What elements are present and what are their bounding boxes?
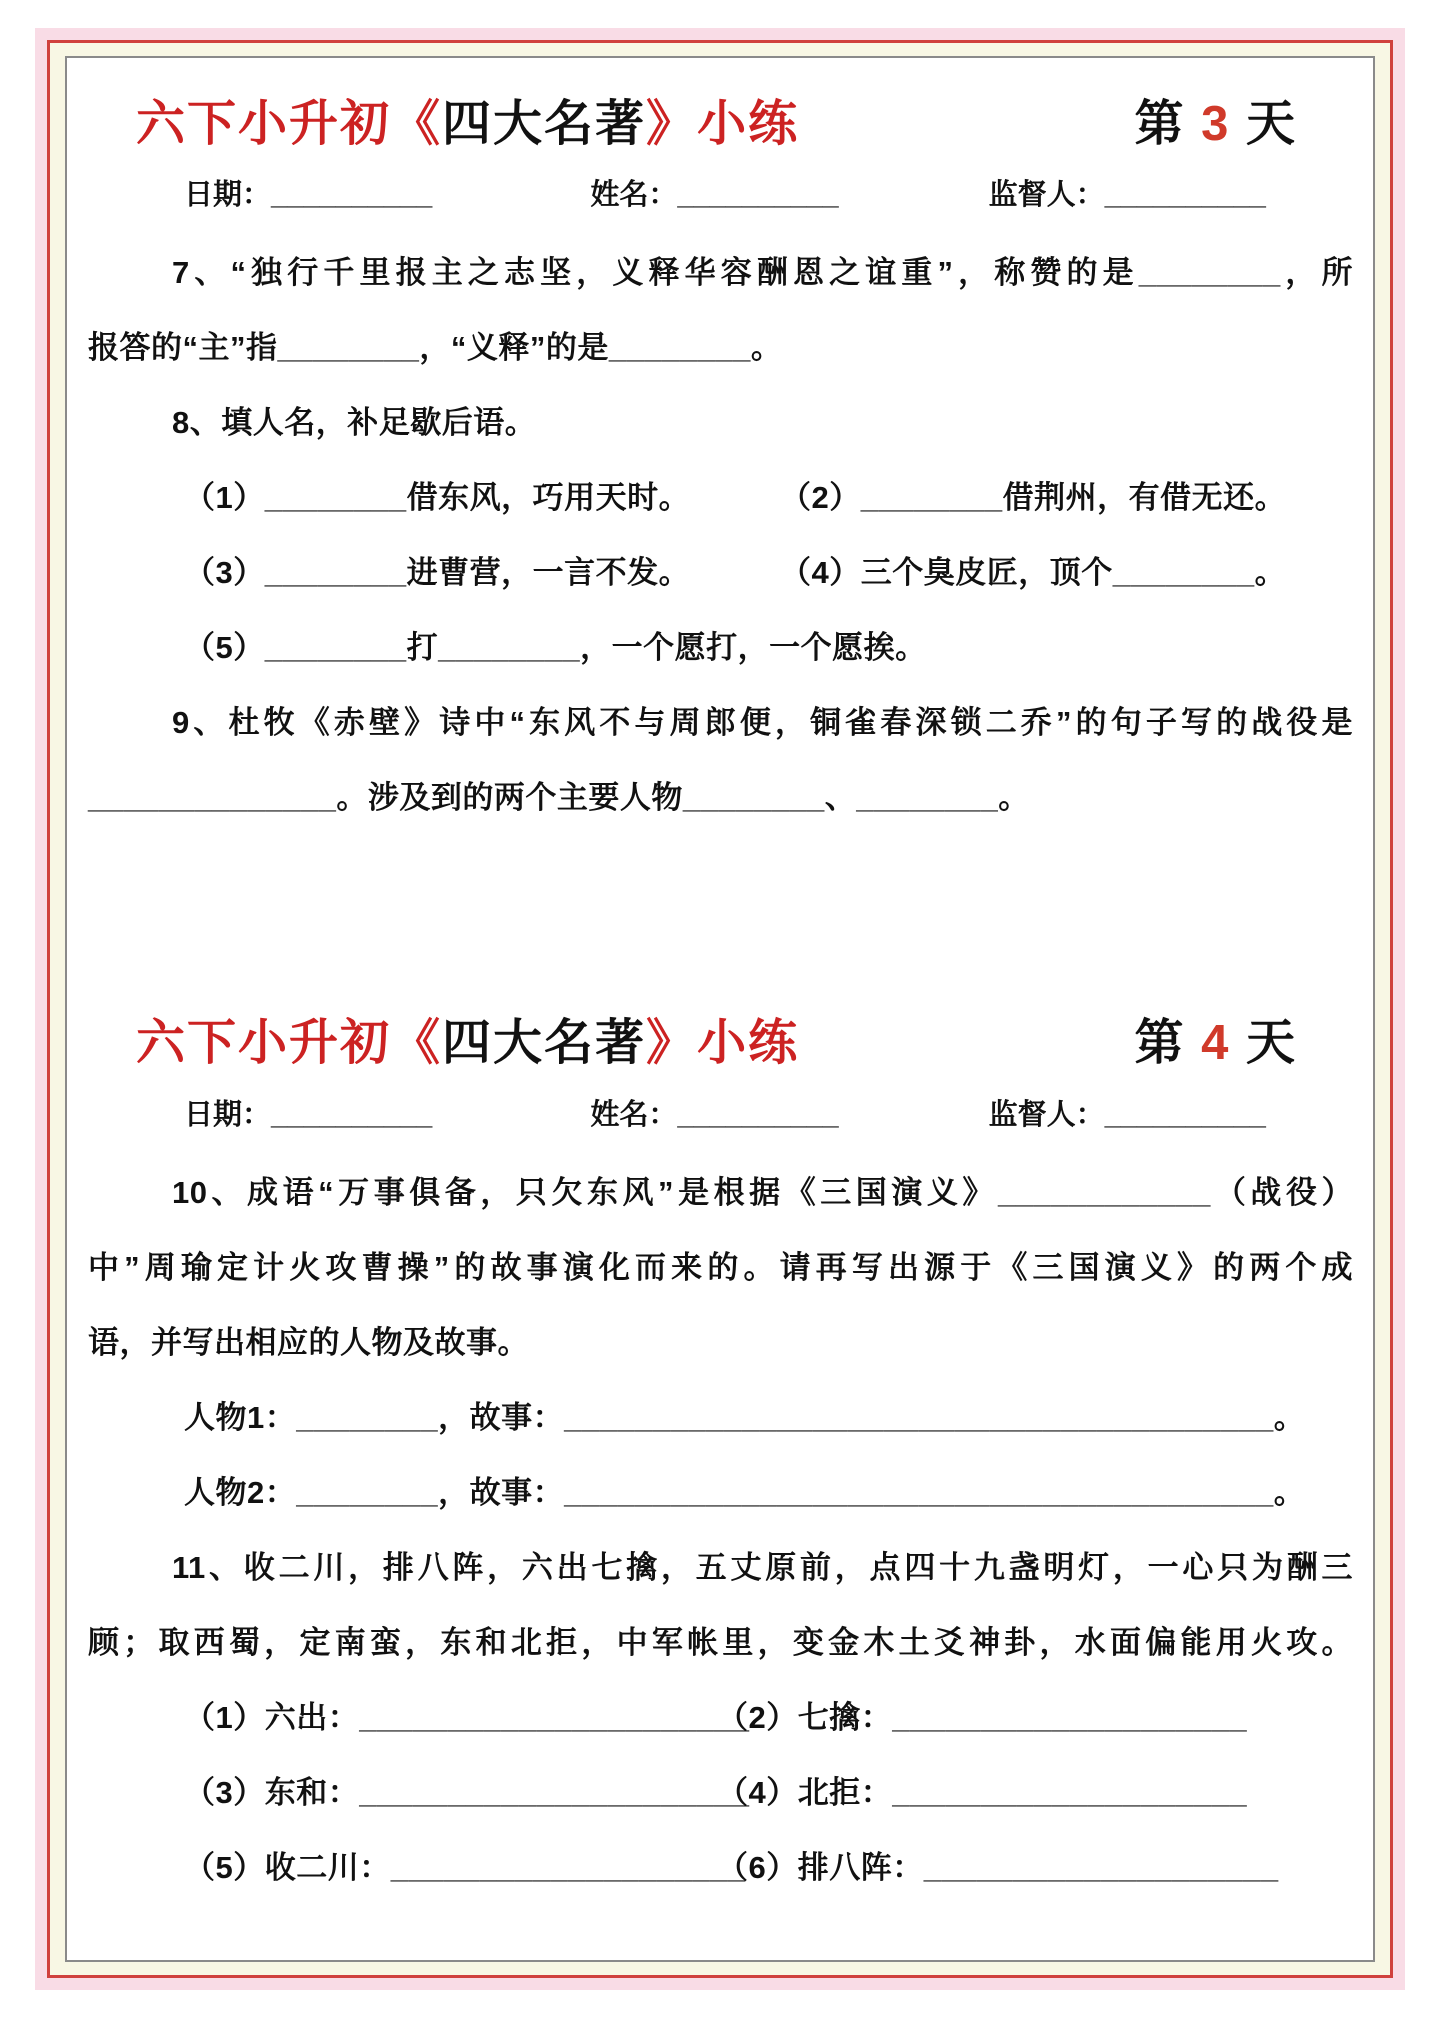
day3-title-prefix: 六下小升初 — [136, 97, 392, 151]
day3-day-pre: 第 — [1134, 97, 1186, 151]
question-9-line-1: 9、杜牧《赤壁》诗中“东风不与周郎便，铜雀春深锁二乔”的句子写的战役是 — [172, 705, 1353, 741]
day3-date-label: 日期： — [184, 179, 272, 212]
day4-supervisor-label: 监督人： — [988, 1098, 1105, 1131]
q11-item-5: （5）收二川：____________________ — [184, 1849, 746, 1885]
question-11-items-row-3 — [88, 1830, 1353, 1905]
question-11-line-2: 顾；取西蜀，定南蛮，东和北拒，中军帐里，变金木土爻神卦，水面偏能用火攻。 — [88, 1624, 1353, 1660]
day4-page-title — [136, 1013, 799, 1074]
day3-day-number: 3 — [1201, 97, 1231, 151]
question-10-line-2: 中”周瑜定计火攻曹操”的故事演化而来的。请再写出源于《三国演义》的两个成 — [88, 1249, 1353, 1285]
q8-item-4: （4）三个臭皮匠，顶个________。 — [780, 555, 1287, 591]
question-11-items-row-2 — [88, 1755, 1353, 1830]
day3-name-blank: __________ — [677, 179, 839, 212]
day4-title-prefix: 六下小升初 — [136, 1016, 392, 1071]
section-day-3 — [88, 74, 1353, 835]
question-8-heading: 8、填人名，补足歇后语。 — [172, 405, 537, 441]
day4-body — [88, 1155, 1353, 1905]
day4-date-label: 日期： — [184, 1098, 272, 1131]
question-11-items-row-1 — [88, 1680, 1353, 1755]
day3-header-fields — [88, 167, 1353, 223]
worksheet-content — [67, 58, 1373, 1905]
q11-item-4: （4）北拒：____________________ — [717, 1774, 1248, 1810]
day3-supervisor-blank: __________ — [1104, 179, 1266, 212]
q8-item-2: （2）________借荆州，有借无还。 — [780, 480, 1287, 516]
day4-title-book-open: 《 — [391, 1016, 443, 1071]
day4-day-badge — [1134, 1013, 1297, 1074]
day4-title-book: 四大名著 — [442, 1016, 647, 1071]
day3-supervisor-label: 监督人： — [988, 179, 1105, 212]
q11-item-1: （1）六出：______________________ — [184, 1699, 750, 1735]
day3-page-title — [136, 94, 799, 155]
day4-header-fields — [88, 1087, 1353, 1143]
day4-day-pre: 第 — [1134, 1016, 1186, 1071]
day3-title-book: 四大名著 — [442, 97, 647, 151]
day3-title-row — [88, 74, 1353, 155]
day3-day-badge — [1134, 94, 1297, 155]
day3-date-blank: __________ — [271, 179, 433, 212]
day3-title-book-close: 》 — [646, 97, 698, 151]
day3-day-post: 天 — [1245, 97, 1297, 151]
outer-red-frame — [47, 40, 1393, 1978]
section-day-4 — [88, 993, 1353, 1904]
person-2-line: 人物2：________，故事：________________________________________。 — [184, 1474, 1306, 1510]
question-7-line-1: 7、“独行千里报主之志坚，义释华容酬恩之谊重”，称赞的是________，所 — [172, 255, 1353, 291]
day4-title-row — [88, 993, 1353, 1074]
question-7-line-2: 报答的“主”指________，“义释”的是________。 — [88, 330, 783, 366]
q11-item-2: （2）七擒：____________________ — [717, 1699, 1248, 1735]
day3-title-suffix: 小练 — [697, 97, 800, 151]
q8-item-3: （3）________进曹营，一言不发。 — [184, 555, 691, 591]
question-11-line-1: 11、收二川，排八阵，六出七擒，五丈原前，点四十九盏明灯，一心只为酬三 — [172, 1549, 1353, 1585]
question-8-row-3 — [88, 610, 1353, 685]
day4-title-suffix: 小练 — [697, 1016, 800, 1071]
day3-title-book-open: 《 — [391, 97, 443, 151]
q11-item-3: （3）东和：______________________ — [184, 1774, 750, 1810]
day4-title-book-close: 》 — [646, 1016, 698, 1071]
day3-body — [88, 235, 1353, 835]
question-8-row-1 — [88, 460, 1353, 535]
day4-date-blank: __________ — [271, 1098, 433, 1131]
question-10-line-3: 语，并写出相应的人物及故事。 — [88, 1324, 529, 1360]
day4-name-label: 姓名： — [590, 1098, 678, 1131]
day4-supervisor-blank: __________ — [1104, 1098, 1266, 1131]
q8-item-1: （1）________借东风，巧用天时。 — [184, 480, 691, 516]
person-1-line: 人物1：________，故事：________________________________________。 — [184, 1399, 1306, 1435]
day4-day-post: 天 — [1245, 1016, 1297, 1071]
day3-name-label: 姓名： — [590, 179, 678, 212]
q8-item-5: （5）________打________，一个愿打，一个愿挨。 — [184, 630, 927, 666]
day4-name-blank: __________ — [677, 1098, 839, 1131]
q11-item-6: （6）排八阵：____________________ — [717, 1849, 1279, 1885]
day4-day-number: 4 — [1201, 1016, 1231, 1071]
inner-gray-frame — [65, 56, 1375, 1962]
question-10-line-1: 10、成语“万事俱备，只欠东风”是根据《三国演义》____________（战役） — [172, 1174, 1353, 1210]
question-9-line-2: ______________。涉及到的两个主要人物________、________。 — [88, 780, 1030, 816]
question-8-row-2 — [88, 535, 1353, 610]
